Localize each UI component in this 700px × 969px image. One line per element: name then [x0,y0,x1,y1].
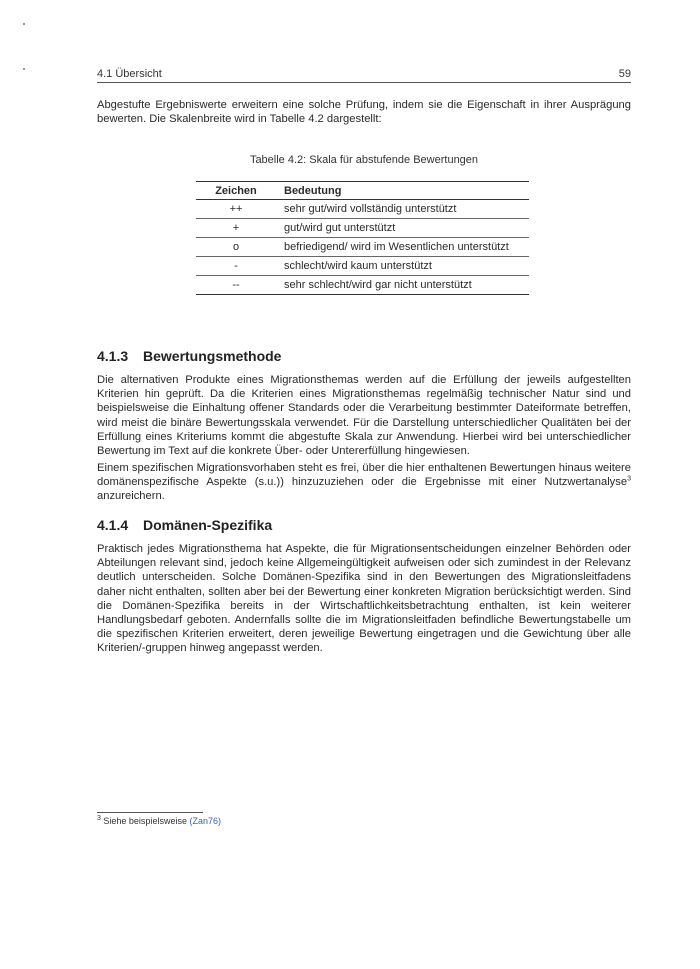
sign-cell: + [196,219,276,238]
intro-paragraph: Abgestufte Ergebniswerte erweitern eine solche Prüfung, indem sie die Eigenschaft in ihrer Ausprägung bewerten. Die Skalenbreite wird in Tabelle 4.2 dargestellt: [97,99,631,126]
bewertungsmethode-paragraph-1: Die alternativen Produkte eines Migrationsthemas werden auf die Erfüllung der jeweils aufgestellten Kriterien hin geprüft. Da die Kriterien eines Migrationsthemas regelmäßig technischer Natur sind und beispielsweise die Einhaltung offener Standards oder die Verarbeitung bestimmter Dateiformate betreffen, wird meist die binäre Bewertungsskala verwendet. Für die Darstellung unterschiedlicher Qualitäten bei der Erfüllung eines Kriteriums kommt die abgestufte Skala zur Anwendung. Hierbei wird bei unterschiedlicher Bewertung im Text auf die konkrete Über- oder Untererfüllung hingewiesen. [97,374,631,458]
domaenen-spezifika-paragraph: Praktisch jedes Migrationsthema hat Aspekte, die für Migrationsentscheidungen einzelner Behörden oder Abteilungen relevant sind, jedoch keine Allgemeingültigkeit aufweisen oder sich zumindest in der Relevanz deutlich unterscheiden. Solche Domänen-Spezifika sind in den Bewertungen des Migrationsleitfadens daher nicht enthalten, sollten aber bei der Bewertung einer konkreten Migration berücksichtigt werden. Sind die Domänen-Spezifika bereits in der Wirtschaftlichkeitsbetrachtung enthalten, ist kein weiterer Handlungsbedarf geboten. Andernfalls sollte die im Migrationsleitfaden befindliche Bewertungstabelle um die spezifischen Kriterien erweitert, deren jeweilige Bewertung eingetragen und die Gewichtung über alle Kriterien/-gruppen hinweg angepasst werden. [97,543,631,655]
footnote-separator [97,812,203,813]
paragraph-text: Einem spezifischen Migrationsvorhaben steht es frei, über die hier enthaltenen Bewertungen hinaus weitere domänenspezifische Aspekte (s.u.)) hinzuzuziehen oder die Ergebnisse mit einer Nutzwertanalyse [97,462,631,489]
page-number: 59 [618,68,631,80]
meaning-cell: gut/wird gut unterstützt [276,219,529,238]
table-row [196,200,529,219]
scan-mark [23,68,25,70]
sign-cell: -- [196,276,276,295]
footnote-mark: 3 [97,815,101,822]
table-row [196,219,529,238]
table-row [196,276,529,295]
table-row [196,238,529,257]
meaning-cell: schlecht/wird kaum unterstützt [276,257,529,276]
sign-cell: - [196,257,276,276]
footnote [97,816,221,826]
sign-cell: o [196,238,276,257]
column-header-sign: Zeichen [215,185,257,197]
bewertungsmethode-paragraph-2 [97,461,631,504]
meaning-cell: sehr schlecht/wird gar nicht unterstützt [276,276,529,295]
section-heading-bewertungsmethode [97,348,281,364]
section-title: Bewertungsmethode [143,348,282,364]
running-header [97,68,631,83]
section-heading-domaenen-spezifika [97,517,272,533]
footnote-reference[interactable]: 3 [627,475,631,483]
meaning-cell: sehr gut/wird vollständig unterstützt [276,200,529,219]
meaning-cell: befriedigend/ wird im Wesentlichen unterstützt [276,238,529,257]
table-header-row [196,182,529,200]
table-caption: Tabelle 4.2: Skala für abstufende Bewertungen [249,154,479,166]
header-section-title: 4.1 Übersicht [97,68,162,80]
paragraph-text-end: anzureichern. [97,490,165,503]
scan-mark [23,23,25,25]
table-row [196,257,529,276]
column-header-meaning: Bedeutung [284,185,342,197]
section-number: 4.1.4 [97,517,129,533]
sign-cell: ++ [196,200,276,219]
rating-scale-table [196,181,529,295]
footnote-text: Siehe beispielsweise [100,816,190,826]
section-number: 4.1.3 [97,348,129,364]
citation-link[interactable]: (Zan76) [189,816,221,826]
section-title: Domänen-Spezifika [143,517,273,533]
